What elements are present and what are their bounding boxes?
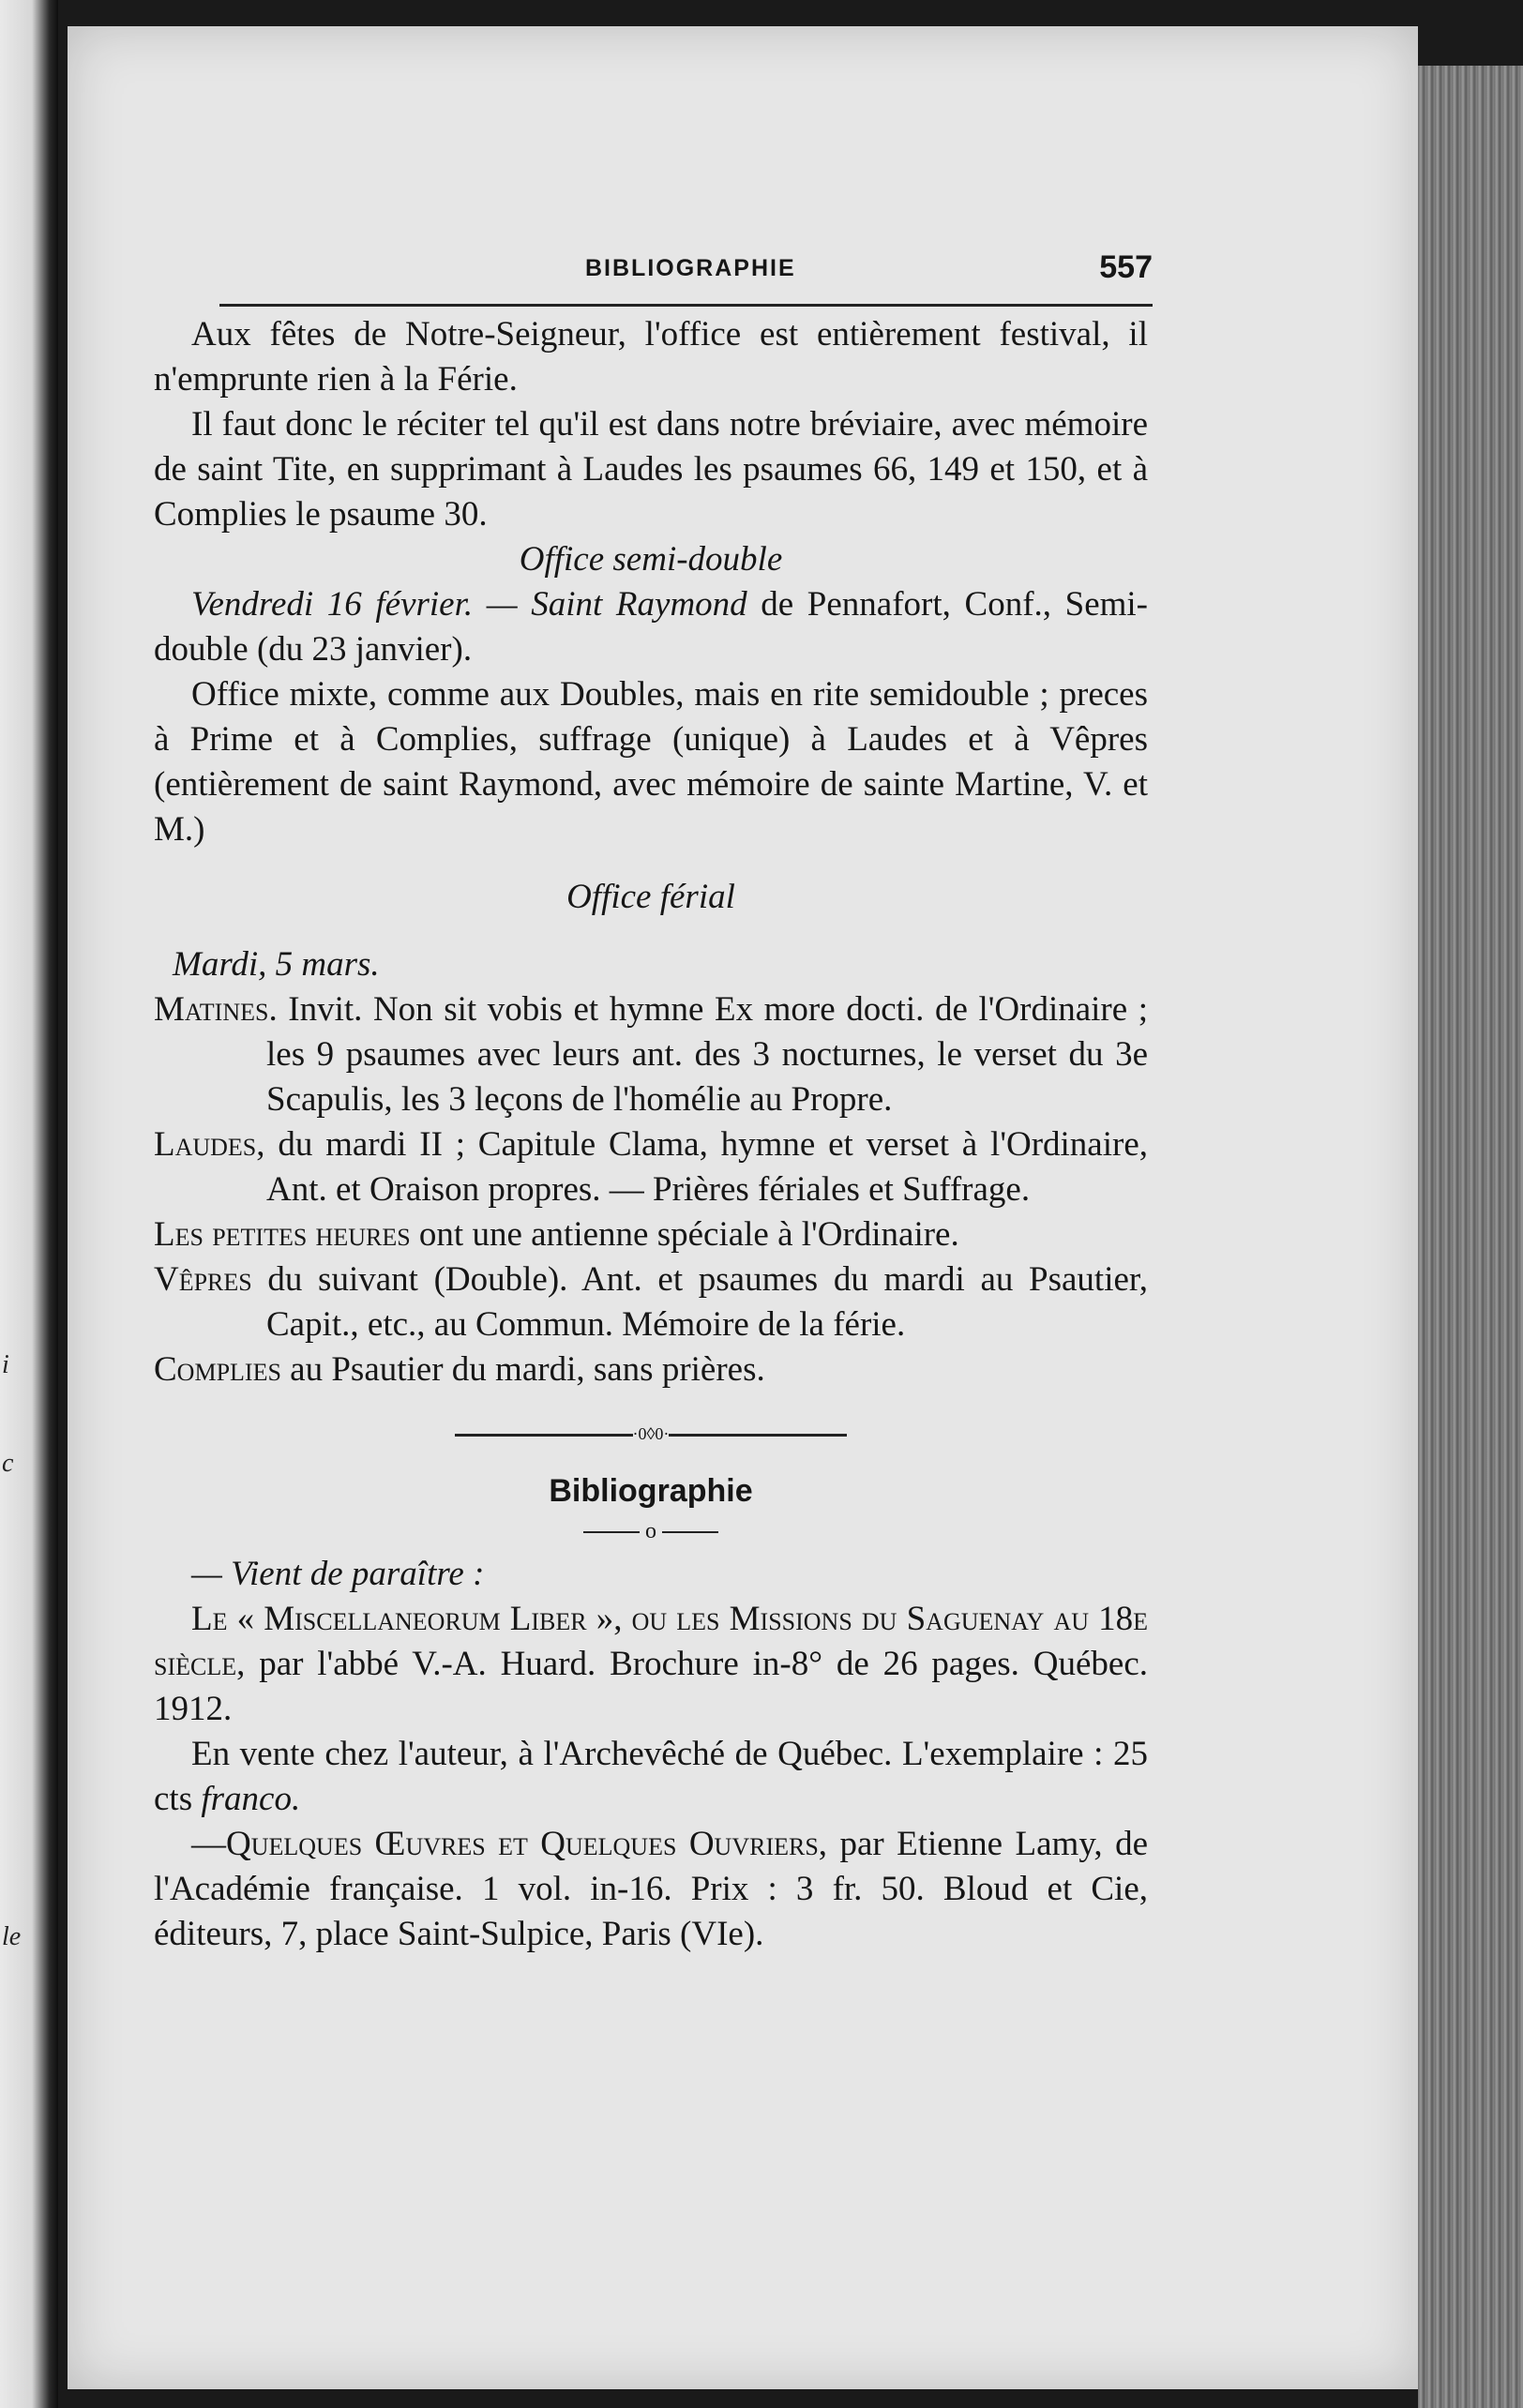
entry-laudes xyxy=(154,1122,1148,1212)
petites-heures-label: Les petites heures xyxy=(154,1215,411,1254)
paragraph-reciter: Il faut donc le réciter tel qu'il est dans notre bréviaire, avec mémoire de saint Tite, en supprimant à Laudes les psaumes 66, 149 et 150, et à Complies le psaume 30. xyxy=(154,405,1148,534)
left-fragment-1: i xyxy=(2,1350,9,1379)
page-header xyxy=(219,242,1153,307)
page-number: 557 xyxy=(1099,249,1153,285)
left-fragment-2: c xyxy=(2,1449,14,1478)
paragraph-office-mixte: Office mixte, comme aux Doubles, mais en rite semidouble ; preces à Prime et à Complies, suffrage (unique) à Laudes et à Vêpres (entièrement de saint Raymond, avec mémoire de sainte Martine, V. et M.) xyxy=(154,675,1148,849)
vendredi-date: Vendredi 16 février. xyxy=(191,585,474,624)
entry-vepres xyxy=(154,1257,1148,1347)
book-entry-miscellaneorum xyxy=(154,1597,1148,1732)
vente-franco: franco. xyxy=(201,1780,301,1818)
vient-de-paraitre: — Vient de paraître : xyxy=(191,1555,485,1593)
entry-matines xyxy=(154,987,1148,1122)
vepres-text: du suivant (Double). Ant. et psaumes du mardi au Psautier, Capit., etc., au Commun. Mémoire de la férie. xyxy=(266,1260,1148,1344)
laudes-text: du mardi II ; Capitule Clama, hymne et verset à l'Ordinaire, Ant. et Oraison propres. — Prières fériales et Suffrage. xyxy=(266,1125,1148,1209)
page-stack-edge xyxy=(1418,66,1523,2408)
vepres-label: Vêpres xyxy=(154,1260,252,1299)
book-page xyxy=(68,26,1418,2389)
laudes-label: Laudes, xyxy=(154,1125,265,1164)
vendredi-saint: — Saint Raymond xyxy=(486,585,747,624)
separator-ornament: ·0◊0· xyxy=(632,1424,670,1443)
adjacent-page-strip xyxy=(0,0,58,2408)
heading-small-rule xyxy=(154,1519,1148,1544)
book2-details: par Etienne Lamy, de l'Académie française. 1 vol. in-16. Prix : 3 fr. 50. Bloud et Cie, éditeurs, 7, place Saint-Sulpice, Paris (VIe). xyxy=(154,1825,1148,1953)
section-title-ferial: Office férial xyxy=(566,878,735,916)
vente-text: En vente chez l'auteur, à l'Archevêché de Québec. L'exemplaire : 25 cts xyxy=(154,1735,1148,1818)
running-title: BIBLIOGRAPHIE xyxy=(585,255,796,281)
matines-label: Matines. xyxy=(154,990,278,1029)
complies-label: Complies xyxy=(154,1350,281,1389)
complies-text: au Psautier du mardi, sans prières. xyxy=(290,1350,765,1389)
book1-details: par l'abbé V.-A. Huard. Brochure in-8° de 26 pages. Québec. 1912. xyxy=(154,1645,1149,1728)
left-fragment-3: le xyxy=(2,1922,22,1951)
book-entry-quelques-oeuvres xyxy=(154,1822,1148,1957)
matines-text: Invit. Non sit vobis et hymne Ex more docti. de l'Ordinaire ; les 9 psaumes avec leurs ant. des 3 nocturnes, le verset du 3e Scapulis, les 3 leçons de l'homélie au Propre. xyxy=(266,990,1149,1119)
petites-heures-text: ont une antienne spéciale à l'Ordinaire. xyxy=(418,1215,959,1254)
section-separator xyxy=(154,1424,1148,1444)
book2-title: —Quelques Œuvres et Quelques Ouvriers, xyxy=(191,1825,828,1863)
bibliographie-heading: Bibliographie xyxy=(549,1473,753,1509)
paragraph-fetes: Aux fêtes de Notre-Seigneur, l'office est entièrement festival, il n'emprunte rien à la Férie. xyxy=(154,315,1148,399)
small-rule-mark: o xyxy=(645,1519,656,1543)
entry-petites-heures xyxy=(154,1212,1148,1257)
entry-complies xyxy=(154,1347,1148,1392)
book1-sale-info xyxy=(154,1732,1148,1822)
book1-title: Le « Miscellaneorum Liber », ou les Missions du Saguenay au 18e siècle, xyxy=(154,1600,1148,1683)
paragraph-vendredi xyxy=(154,582,1148,672)
vendredi-rest: de Pennafort, Conf., Semi-double (du 23 janvier). xyxy=(154,585,1148,669)
mardi-date: Mardi, 5 mars. xyxy=(173,945,380,984)
section-title-semi-double: Office semi-double xyxy=(519,540,783,579)
page-content xyxy=(154,242,1153,1957)
